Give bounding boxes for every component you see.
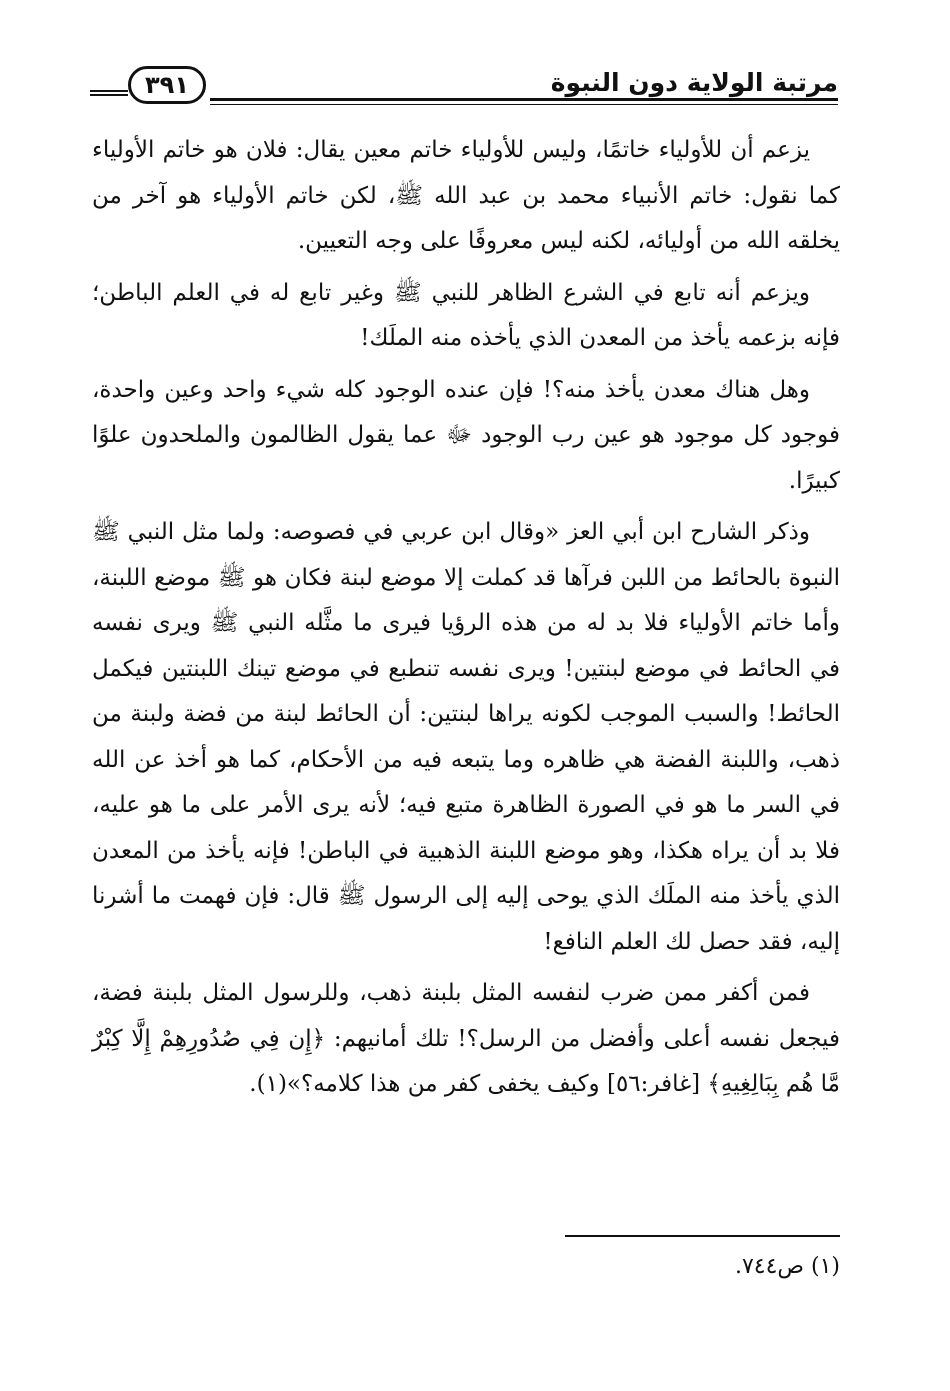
paragraph: يزعم أن للأولياء خاتمًا، وليس للأولياء خاتم معين يقال: فلان هو خاتم الأولياء كما نقول: خاتم الأنبياء محمد بن عبد الله ﷺ، لكن خاتم الأولياء هو آخر من يخلقه الله من أوليائه، لكنه ليس معروفًا على وجه التعيين. [92, 137, 840, 254]
page-body [92, 128, 840, 1114]
paragraph: وذكر الشارح ابن أبي العز «وقال ابن عربي في فصوصه: ولما مثل النبي ﷺ النبوة بالحائط من اللبن فرآها قد كملت إلا موضع لبنة فكان هو ﷺ موضع اللبنة، وأما خاتم الأولياء فلا بد له من هذه الرؤيا فيرى ما مثَّله النبي ﷺ ويرى نفسه في الحائط في موضع لبنتين! ويرى نفسه تنطبع في موضع تينك اللبنتين فيكمل الحائط! والسبب الموجب لكونه يراها لبنتين: أن الحائط لبنة من فضة ولبنة من ذهب، واللبنة الفضة هي ظاهره وما يتبعه فيه من الأحكام، كما هو أخذ عن الله في السر ما هو في الصورة الظاهرة متبع فيه؛ لأنه يرى الأمر على ما هو عليه، فلا بد أن يراه هكذا، وهو موضع اللبنة الذهبية في الباطن! فإنه يأخذ من المعدن الذي يأخذ منه الملَك الذي يوحى إليه إلى الرسول ﷺ قال: فإن فهمت ما أشرنا إليه، فقد حصل لك العلم النافع! [92, 519, 840, 955]
page-number: ٣٩١ [128, 66, 206, 104]
paragraph: وهل هناك معدن يأخذ منه؟! فإن عنده الوجود كله شيء واحد وعين واحدة، فوجود كل موجود هو عين رب الوجود ﷻ عما يقول الظالمون والملحدون علوًا كبيرًا. [92, 376, 840, 494]
footnote-separator [565, 1235, 840, 1237]
paragraph: فمن أكفر ممن ضرب لنفسه المثل بلبنة ذهب، وللرسول المثل بلبنة فضة، فيجعل نفسه أعلى وأفضل من الرسل؟! تلك أمانيهم: ﴿إِن فِي صُدُورِهِمْ إِلَّا كِبْرٌ مَّا هُم بِبَالِغِيهِ﴾ [غافر:٥٦] وكيف يخفى كفر من هذا كلامه؟»(١). [92, 980, 840, 1097]
paragraph: ويزعم أنه تابع في الشرع الظاهر للنبي ﷺ وغير تابع له في العلم الباطن؛ فإنه بزعمه يأخذ من المعدن الذي يأخذه منه الملَك! [92, 279, 840, 351]
header-rule [210, 98, 838, 105]
header-rule-left [90, 90, 128, 96]
running-title: مرتبة الولاية دون النبوة [550, 68, 838, 97]
page-header [90, 60, 838, 116]
footnote: (١) ص٧٤٤. [734, 1254, 840, 1279]
